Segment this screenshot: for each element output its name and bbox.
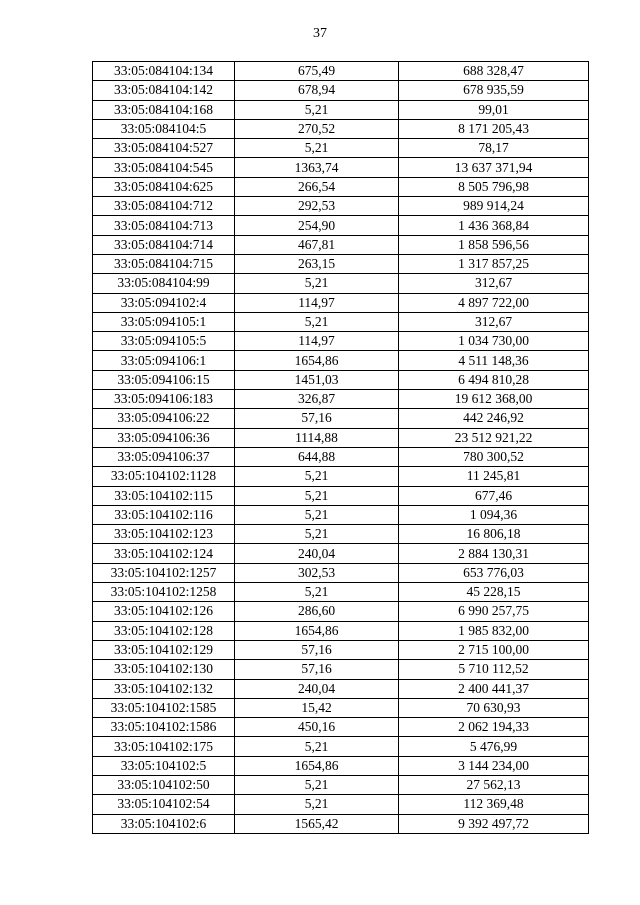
cadastral-number-cell: 33:05:094106:1 xyxy=(93,351,235,370)
cadastral-value-cell: 688 328,47 xyxy=(399,62,589,81)
area-cell: 644,88 xyxy=(235,447,399,466)
table-row xyxy=(93,158,589,177)
cadastral-value-cell: 19 612 368,00 xyxy=(399,390,589,409)
area-cell: 5,21 xyxy=(235,312,399,331)
area-cell: 57,16 xyxy=(235,409,399,428)
cadastral-value-cell: 1 436 368,84 xyxy=(399,216,589,235)
area-cell: 5,21 xyxy=(235,486,399,505)
area-cell: 114,97 xyxy=(235,332,399,351)
cadastral-value-cell: 8 505 796,98 xyxy=(399,177,589,196)
table-row xyxy=(93,795,589,814)
area-cell: 678,94 xyxy=(235,81,399,100)
cadastral-number-cell: 33:05:084104:168 xyxy=(93,100,235,119)
table-row xyxy=(93,563,589,582)
table-row xyxy=(93,505,589,524)
cadastral-value-cell: 112 369,48 xyxy=(399,795,589,814)
table-row xyxy=(93,679,589,698)
area-cell: 5,21 xyxy=(235,775,399,794)
cadastral-value-cell: 780 300,52 xyxy=(399,447,589,466)
cadastral-number-cell: 33:05:084104:715 xyxy=(93,254,235,273)
cadastral-number-cell: 33:05:084104:134 xyxy=(93,62,235,81)
table-row xyxy=(93,81,589,100)
table-row xyxy=(93,583,589,602)
cadastral-value-cell: 2 400 441,37 xyxy=(399,679,589,698)
cadastral-value-cell: 1 094,36 xyxy=(399,505,589,524)
table-row xyxy=(93,640,589,659)
cadastral-number-cell: 33:05:084104:142 xyxy=(93,81,235,100)
area-cell: 5,21 xyxy=(235,274,399,293)
area-cell: 302,53 xyxy=(235,563,399,582)
table-row xyxy=(93,62,589,81)
table-row xyxy=(93,814,589,833)
cadastral-value-cell: 6 990 257,75 xyxy=(399,602,589,621)
table-row xyxy=(93,621,589,640)
cadastral-value-cell: 677,46 xyxy=(399,486,589,505)
cadastral-value-cell: 653 776,03 xyxy=(399,563,589,582)
table-row xyxy=(93,447,589,466)
table-row xyxy=(93,737,589,756)
area-cell: 286,60 xyxy=(235,602,399,621)
area-cell: 1565,42 xyxy=(235,814,399,833)
table-body xyxy=(93,62,589,834)
cadastral-number-cell: 33:05:104102:129 xyxy=(93,640,235,659)
cadastral-table xyxy=(92,61,589,834)
table-row xyxy=(93,351,589,370)
cadastral-value-cell: 2 715 100,00 xyxy=(399,640,589,659)
cadastral-value-cell: 9 392 497,72 xyxy=(399,814,589,833)
cadastral-number-cell: 33:05:084104:712 xyxy=(93,197,235,216)
cadastral-number-cell: 33:05:084104:625 xyxy=(93,177,235,196)
cadastral-number-cell: 33:05:104102:1258 xyxy=(93,583,235,602)
cadastral-number-cell: 33:05:084104:5 xyxy=(93,119,235,138)
area-cell: 5,21 xyxy=(235,100,399,119)
table-row xyxy=(93,390,589,409)
cadastral-value-cell: 23 512 921,22 xyxy=(399,428,589,447)
cadastral-number-cell: 33:05:094102:4 xyxy=(93,293,235,312)
table-row xyxy=(93,293,589,312)
cadastral-value-cell: 45 228,15 xyxy=(399,583,589,602)
cadastral-value-cell: 78,17 xyxy=(399,139,589,158)
table-row xyxy=(93,370,589,389)
cadastral-value-cell: 16 806,18 xyxy=(399,525,589,544)
cadastral-number-cell: 33:05:094106:36 xyxy=(93,428,235,447)
cadastral-number-cell: 33:05:104102:115 xyxy=(93,486,235,505)
cadastral-number-cell: 33:05:094106:15 xyxy=(93,370,235,389)
cadastral-number-cell: 33:05:104102:1586 xyxy=(93,718,235,737)
cadastral-value-cell: 442 246,92 xyxy=(399,409,589,428)
area-cell: 1654,86 xyxy=(235,756,399,775)
area-cell: 1114,88 xyxy=(235,428,399,447)
table-row xyxy=(93,274,589,293)
table-row xyxy=(93,235,589,254)
cadastral-value-cell: 1 317 857,25 xyxy=(399,254,589,273)
cadastral-number-cell: 33:05:094106:37 xyxy=(93,447,235,466)
cadastral-number-cell: 33:05:104102:132 xyxy=(93,679,235,698)
area-cell: 263,15 xyxy=(235,254,399,273)
area-cell: 270,52 xyxy=(235,119,399,138)
table-row xyxy=(93,177,589,196)
cadastral-value-cell: 678 935,59 xyxy=(399,81,589,100)
cadastral-value-cell: 8 171 205,43 xyxy=(399,119,589,138)
cadastral-value-cell: 312,67 xyxy=(399,312,589,331)
table-row xyxy=(93,216,589,235)
area-cell: 57,16 xyxy=(235,640,399,659)
cadastral-value-cell: 5 476,99 xyxy=(399,737,589,756)
area-cell: 254,90 xyxy=(235,216,399,235)
cadastral-value-cell: 989 914,24 xyxy=(399,197,589,216)
area-cell: 450,16 xyxy=(235,718,399,737)
table-row xyxy=(93,100,589,119)
table-row xyxy=(93,254,589,273)
area-cell: 15,42 xyxy=(235,698,399,717)
table-row xyxy=(93,602,589,621)
table-row xyxy=(93,119,589,138)
cadastral-value-cell: 3 144 234,00 xyxy=(399,756,589,775)
cadastral-value-cell: 4 511 148,36 xyxy=(399,351,589,370)
cadastral-number-cell: 33:05:104102:175 xyxy=(93,737,235,756)
area-cell: 5,21 xyxy=(235,737,399,756)
table-row xyxy=(93,197,589,216)
cadastral-value-cell: 27 562,13 xyxy=(399,775,589,794)
table-row xyxy=(93,660,589,679)
cadastral-value-cell: 6 494 810,28 xyxy=(399,370,589,389)
cadastral-number-cell: 33:05:104102:54 xyxy=(93,795,235,814)
cadastral-number-cell: 33:05:104102:1128 xyxy=(93,467,235,486)
table-row xyxy=(93,775,589,794)
area-cell: 5,21 xyxy=(235,583,399,602)
cadastral-number-cell: 33:05:094105:5 xyxy=(93,332,235,351)
area-cell: 1451,03 xyxy=(235,370,399,389)
cadastral-value-cell: 5 710 112,52 xyxy=(399,660,589,679)
table-row xyxy=(93,756,589,775)
cadastral-value-cell: 1 034 730,00 xyxy=(399,332,589,351)
cadastral-value-cell: 99,01 xyxy=(399,100,589,119)
page-number: 37 xyxy=(313,26,327,41)
cadastral-number-cell: 33:05:104102:5 xyxy=(93,756,235,775)
area-cell: 114,97 xyxy=(235,293,399,312)
cadastral-number-cell: 33:05:094106:183 xyxy=(93,390,235,409)
cadastral-number-cell: 33:05:084104:527 xyxy=(93,139,235,158)
cadastral-value-cell: 1 985 832,00 xyxy=(399,621,589,640)
cadastral-number-cell: 33:05:084104:99 xyxy=(93,274,235,293)
cadastral-value-cell: 2 884 130,31 xyxy=(399,544,589,563)
cadastral-number-cell: 33:05:094105:1 xyxy=(93,312,235,331)
cadastral-value-cell: 2 062 194,33 xyxy=(399,718,589,737)
cadastral-number-cell: 33:05:104102:6 xyxy=(93,814,235,833)
area-cell: 1654,86 xyxy=(235,351,399,370)
table-row xyxy=(93,467,589,486)
area-cell: 266,54 xyxy=(235,177,399,196)
cadastral-number-cell: 33:05:084104:713 xyxy=(93,216,235,235)
cadastral-value-cell: 312,67 xyxy=(399,274,589,293)
cadastral-number-cell: 33:05:104102:1585 xyxy=(93,698,235,717)
area-cell: 675,49 xyxy=(235,62,399,81)
area-cell: 5,21 xyxy=(235,139,399,158)
area-cell: 57,16 xyxy=(235,660,399,679)
cadastral-value-cell: 70 630,93 xyxy=(399,698,589,717)
area-cell: 467,81 xyxy=(235,235,399,254)
cadastral-number-cell: 33:05:104102:128 xyxy=(93,621,235,640)
cadastral-value-cell: 11 245,81 xyxy=(399,467,589,486)
table-row xyxy=(93,544,589,563)
cadastral-number-cell: 33:05:094106:22 xyxy=(93,409,235,428)
cadastral-value-cell: 1 858 596,56 xyxy=(399,235,589,254)
table-row xyxy=(93,312,589,331)
area-cell: 326,87 xyxy=(235,390,399,409)
cadastral-value-cell: 13 637 371,94 xyxy=(399,158,589,177)
area-cell: 292,53 xyxy=(235,197,399,216)
cadastral-number-cell: 33:05:104102:130 xyxy=(93,660,235,679)
area-cell: 240,04 xyxy=(235,679,399,698)
table-row xyxy=(93,428,589,447)
table-row xyxy=(93,525,589,544)
cadastral-number-cell: 33:05:104102:116 xyxy=(93,505,235,524)
table-row xyxy=(93,486,589,505)
area-cell: 5,21 xyxy=(235,467,399,486)
cadastral-number-cell: 33:05:104102:1257 xyxy=(93,563,235,582)
area-cell: 5,21 xyxy=(235,795,399,814)
cadastral-number-cell: 33:05:104102:50 xyxy=(93,775,235,794)
table-row xyxy=(93,698,589,717)
table-row xyxy=(93,139,589,158)
cadastral-number-cell: 33:05:104102:124 xyxy=(93,544,235,563)
area-cell: 5,21 xyxy=(235,525,399,544)
cadastral-number-cell: 33:05:104102:126 xyxy=(93,602,235,621)
cadastral-value-cell: 4 897 722,00 xyxy=(399,293,589,312)
cadastral-number-cell: 33:05:084104:545 xyxy=(93,158,235,177)
area-cell: 240,04 xyxy=(235,544,399,563)
area-cell: 1363,74 xyxy=(235,158,399,177)
table-row xyxy=(93,409,589,428)
table-row xyxy=(93,332,589,351)
cadastral-number-cell: 33:05:104102:123 xyxy=(93,525,235,544)
area-cell: 1654,86 xyxy=(235,621,399,640)
table-row xyxy=(93,718,589,737)
cadastral-number-cell: 33:05:084104:714 xyxy=(93,235,235,254)
area-cell: 5,21 xyxy=(235,505,399,524)
